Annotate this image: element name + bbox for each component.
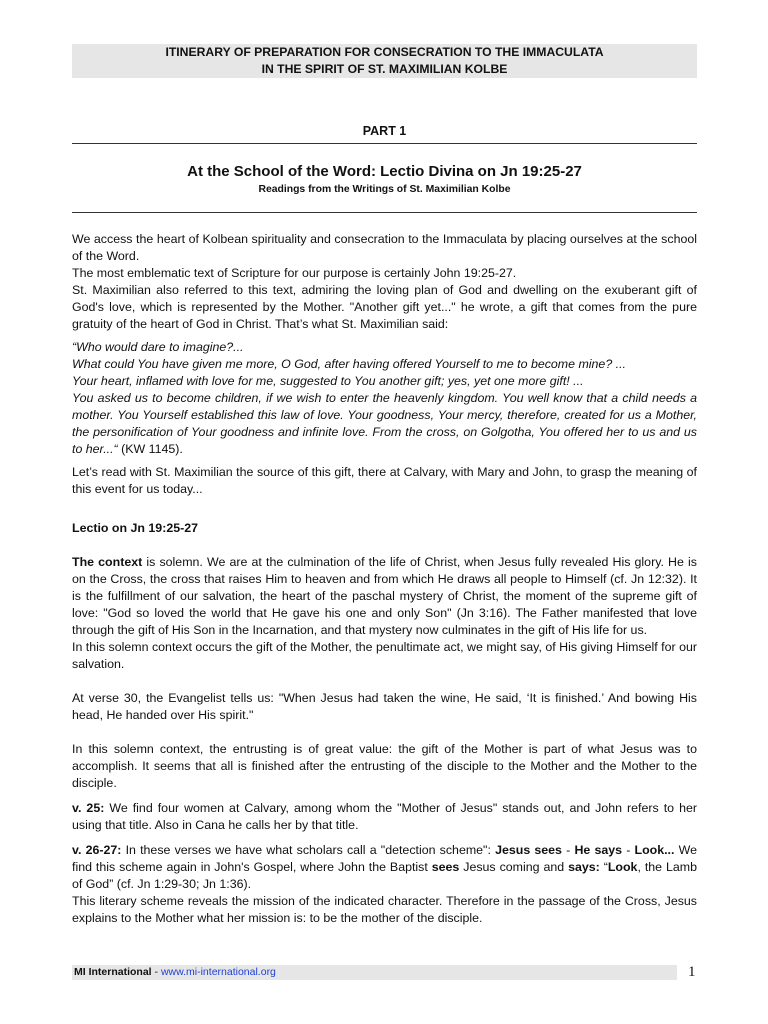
v26-27-text-6: “ — [599, 860, 608, 874]
header-line-2: IN THE SPIRIT OF ST. MAXIMILIAN KOLBE — [261, 62, 508, 76]
v26-27-paragraph — [72, 842, 697, 893]
context-text: is solemn. We are at the culmination of the life of Christ, when Jesus fully revealed His glory. He is on the Cross, the cross that raises Him to heaven and from which He draws all people to Himself (cf. Jn 12:32). It is the fulfillment of our salvation, the heart of the paschal mystery of Christ, the moment of the supreme gift of love: "God so loved the world that He gave his one and only Son" (Jn 3:16). The Father manifested that love through the gift of His Son in the Incarnation, and that mystery now culminates in the gift of His life for us. — [72, 555, 697, 637]
footer-org: MI International — [74, 966, 152, 978]
v26-27-bold-3: Look... — [634, 843, 675, 857]
intro-paragraph-1: We access the heart of Kolbean spirituality and consecration to the Immaculata by placing ourselves at the school of the Word. — [72, 232, 697, 263]
context-paragraph — [72, 554, 697, 639]
v26-27-lead: v. 26-27: — [72, 843, 122, 857]
intro-paragraph-3: St. Maximilian also referred to this text, admiring the loving plan of God and dwelling on the exuberant gift of God's love, which is represented by the Mother. "Another gift yet..." he wrote, a gift that comes from the pure gratuity of the heart of God in Christ. That’s what St. Maximilian said: — [72, 283, 697, 331]
quote-text: You asked us to become children, if we wish to enter the heavenly kingdom. You well know that a child needs a mother. You Yourself established this law of love. Your goodness, Your mercy, therefore, created for us a Mother, the personification of Your goodness and infinite love. From the cross, on Golgotha, You offered her to us and us to her...“ — [72, 391, 697, 456]
part-label: PART 1 — [362, 124, 407, 138]
after-quote-paragraph: Let’s read with St. Maximilian the source of this gift, there at Calvary, with Mary and John, to grasp the meaning of this event for us today... — [72, 465, 697, 496]
verse-30-paragraph: At verse 30, the Evangelist tells us: "When Jesus had taken the wine, He said, ‘It is finished.’ And bowing His head, He handed over His spirit." — [72, 691, 697, 722]
body-text — [72, 231, 697, 927]
quote-reference: (KW 1145). — [117, 442, 183, 456]
quote-line-2: What could You have given me more, O God, after having offered Yourself to me to become mine? ... — [72, 357, 626, 371]
footer-link[interactable]: www.mi-international.org — [160, 966, 276, 978]
v26-27-bold-6: Look — [607, 860, 638, 874]
document-page — [72, 0, 697, 1024]
divider-bottom — [72, 212, 697, 213]
v26-27-text-7: , the Lamb of God” (cf. Jn 1:29-30; Jn 1:36). — [72, 860, 697, 891]
context-lead: The context — [72, 555, 143, 569]
page-subtitle: Readings from the Writings of St. Maximilian Kolbe — [258, 184, 511, 195]
divider-top — [72, 143, 697, 144]
footer-separator: - — [151, 966, 161, 978]
v26-27-text-3: - — [622, 843, 635, 857]
v26-27-bold-4: sees — [431, 860, 460, 874]
v25-lead: v. 25: — [72, 801, 105, 815]
v26-27-bold-5: says: — [568, 860, 600, 874]
v26-27-text-5: Jesus coming and — [459, 860, 569, 874]
intro-paragraph-2: The most emblematic text of Scripture for our purpose is certainly John 19:25-27. — [72, 266, 517, 280]
page-footer — [72, 965, 677, 980]
v26-27-text-4: We find this scheme again in John's Gospel, where John the Baptist — [72, 843, 697, 874]
context-paragraph-2: In this solemn context occurs the gift of the Mother, the penultimate act, we might say, of His giving Himself for our salvation. — [72, 640, 697, 671]
document-header — [72, 44, 697, 78]
entrusting-paragraph: In this solemn context, the entrusting is of great value: the gift of the Mother is part of what Jesus was to accomplish. It seems that all is finished after the entrusting of the disciple to the Mother and the Mother to the disciple. — [72, 742, 697, 790]
quote-line-3: Your heart, inflamed with love for me, suggested to You another gift; yes, yet one more gift! ... — [72, 374, 584, 388]
v26-27-text-2: - — [561, 843, 575, 857]
v26-27-bold-1: Jesus sees — [495, 843, 562, 857]
v25-paragraph — [72, 800, 697, 834]
page-title: At the School of the Word: Lectio Divina on Jn 19:25-27 — [187, 163, 582, 180]
header-line-1: ITINERARY OF PREPARATION FOR CONSECRATION TO THE IMMACULATA — [165, 45, 604, 59]
quote-line-4 — [72, 390, 697, 458]
lectio-heading-text: Lectio on Jn 19:25-27 — [72, 521, 199, 535]
page-number: 1 — [688, 964, 696, 980]
quote-line-1: “Who would dare to imagine?... — [72, 340, 244, 354]
literary-scheme-paragraph: This literary scheme reveals the mission of the indicated character. Therefore in the passage of the Cross, Jesus explains to the Mother what her mission is: to be the mother of the disciple. — [72, 894, 697, 925]
v26-27-bold-2: He says — [574, 843, 623, 857]
v26-27-text-1: In these verses we have what scholars call a "detection scheme": — [121, 843, 496, 857]
v25-text: We find four women at Calvary, among whom the "Mother of Jesus" stands out, and John refers to her using that title. Also in Cana he calls her by that title. — [72, 801, 697, 832]
lectio-heading — [72, 520, 697, 537]
